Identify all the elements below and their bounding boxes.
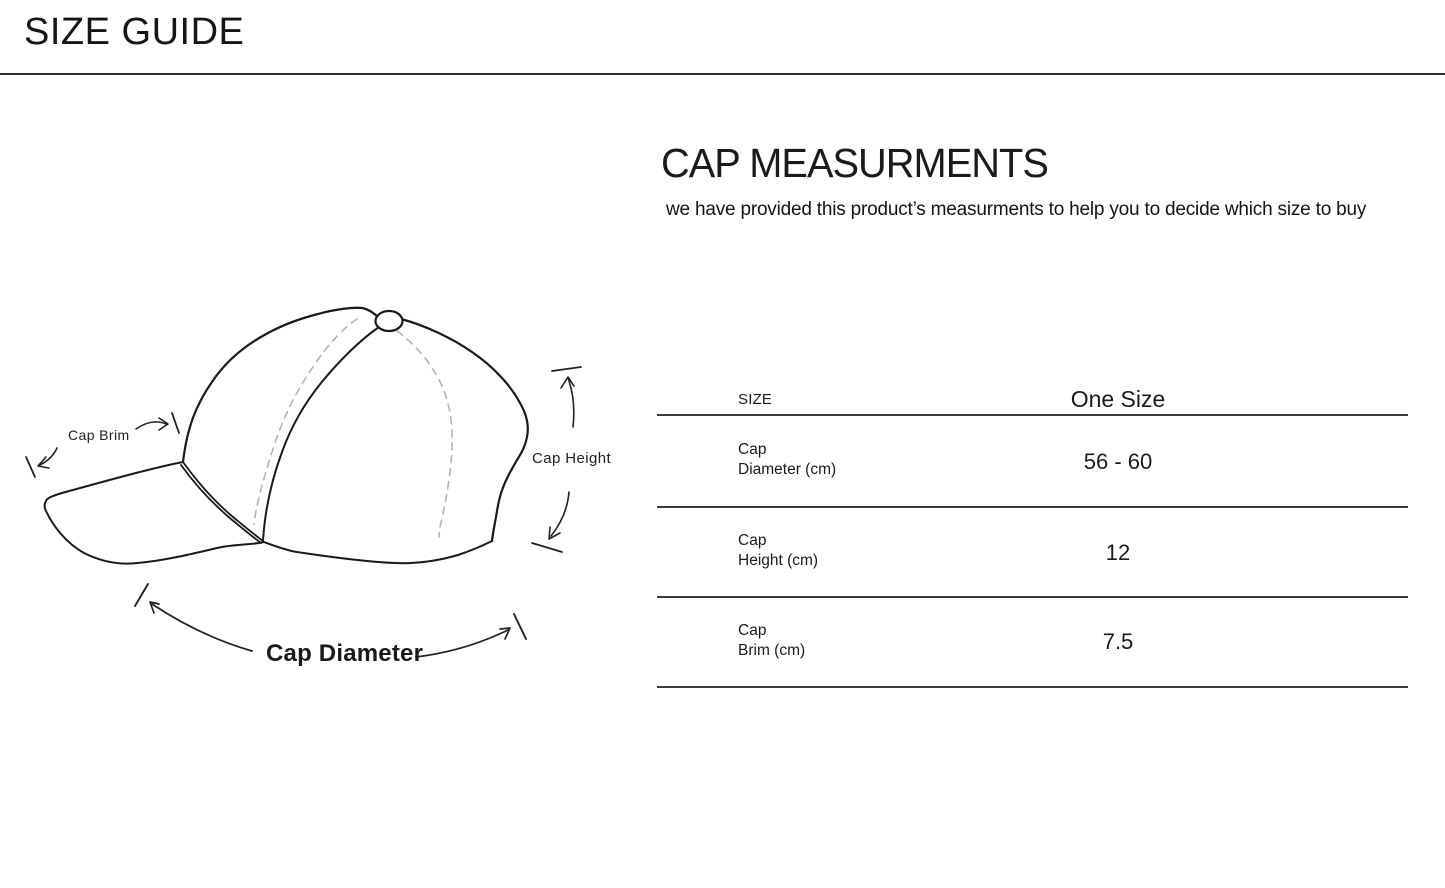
- brim-tick-right: [172, 413, 179, 433]
- cap-bottom-edge: [264, 541, 492, 563]
- row1-label-line2: Diameter (cm): [738, 461, 837, 478]
- row3-label-line1: Cap: [738, 622, 767, 639]
- brim-arrow-left-shaft: [40, 448, 57, 465]
- height-arrow-up-head: [561, 377, 574, 388]
- page-title: SIZE GUIDE: [24, 11, 245, 53]
- cap-brim-outline: [45, 462, 265, 564]
- brim-tick-left: [26, 457, 35, 477]
- diameter-arrow-right-shaft: [416, 630, 508, 657]
- table-line-1: [657, 414, 1408, 416]
- row2-label-line1: Cap: [738, 532, 767, 549]
- height-tick-bottom: [532, 543, 562, 552]
- height-arrow-down-head: [549, 527, 560, 539]
- brim-arrow-right-head: [159, 418, 168, 430]
- table-line-3: [657, 596, 1408, 598]
- table-header-one-size: One Size: [1070, 386, 1166, 412]
- table-row-value: 7.5: [1102, 629, 1134, 654]
- section-subheading: we have provided this product’s measurments to help you to decide which size to buy: [666, 199, 1367, 220]
- cap-diagram: [0, 0, 660, 700]
- diameter-arrow-left-shaft: [152, 604, 252, 651]
- row2-label-line2: Height (cm): [738, 552, 819, 569]
- table-row-label: [738, 621, 805, 661]
- row1-label-line1: Cap: [738, 441, 767, 458]
- table-row-label: [738, 440, 836, 480]
- cap-brim-seam-line-1: [183, 462, 263, 541]
- cap-dashed-seam-right: [397, 331, 452, 537]
- table-row-value: 12: [1105, 540, 1131, 565]
- cap-height-label: Cap Height: [532, 450, 612, 467]
- cap-diameter-label: Cap Diameter: [266, 640, 424, 667]
- diameter-tick-left: [135, 584, 148, 606]
- table-row-label: [738, 531, 818, 571]
- row3-label-line2: Brim (cm): [738, 642, 806, 659]
- cap-brim-label: Cap Brim: [68, 427, 130, 443]
- height-tick-top: [552, 367, 581, 371]
- height-arrow-down-shaft: [551, 492, 569, 536]
- table-header-size: SIZE: [738, 391, 773, 408]
- section-heading: CAP MEASURMENTS: [661, 140, 1048, 186]
- cap-crown-left-outline: [183, 308, 377, 462]
- table-line-4: [657, 686, 1408, 688]
- table-row-value: 56 - 60: [1083, 449, 1153, 474]
- cap-top-button: [376, 311, 403, 331]
- table-line-2: [657, 506, 1408, 508]
- cap-brim-seam-line-2: [181, 465, 261, 543]
- cap-front-seam: [263, 327, 379, 541]
- diameter-tick-right: [514, 614, 526, 639]
